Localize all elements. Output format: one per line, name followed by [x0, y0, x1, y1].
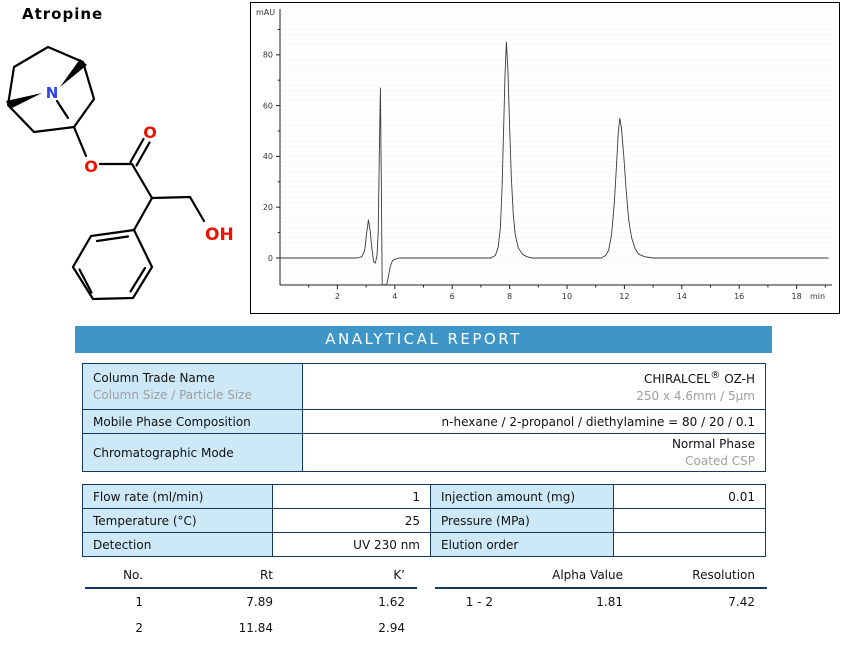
column-trade-name-value: CHIRALCEL® OZ-H 250 x 4.6mm / 5µm [303, 364, 766, 410]
table-row: 2 11.84 2.94 [135, 621, 405, 635]
phenyl-double-1 [97, 237, 128, 242]
nitrogen-label: N [45, 84, 59, 102]
ch2oh-bond [152, 197, 204, 221]
table-row [83, 434, 766, 472]
results-peaks-table [85, 566, 417, 641]
results-separation-table [435, 566, 767, 615]
parameters-table [82, 484, 766, 557]
chromatogram-panel [250, 2, 840, 314]
chromatographic-mode-label: Chromatographic Mode [83, 434, 303, 472]
table-row [83, 364, 766, 410]
kprime-header: K’ [285, 566, 417, 588]
table-header-row [85, 566, 417, 588]
c-ch-bond [132, 164, 152, 198]
table-row: 1 7.89 1.62 [135, 595, 405, 609]
svg-text:12: 12 [619, 292, 630, 301]
detection-value: UV 230 nm [273, 533, 431, 557]
table-header-row [435, 566, 767, 588]
molecule-title: Atropine [22, 5, 104, 23]
detection-label: Detection [83, 533, 273, 557]
svg-text:60: 60 [262, 101, 273, 111]
chromatogram-plot [251, 3, 837, 311]
column-info-table [82, 363, 766, 472]
report-banner [75, 326, 772, 353]
svg-text:min: min [810, 292, 826, 301]
pressure-value [614, 509, 766, 533]
banner-title: ANALYTICAL REPORT [325, 330, 522, 348]
temperature-label: Temperature (°C) [83, 509, 273, 533]
injection-amount-value: 0.01 [614, 485, 766, 509]
rt-header: Rt [155, 566, 285, 588]
svg-text:6: 6 [449, 292, 455, 301]
table-row [83, 509, 766, 533]
pair-header [435, 566, 505, 588]
elution-order-value [614, 533, 766, 557]
table-row: 1 - 2 1.81 7.42 [465, 595, 755, 609]
svg-text:18: 18 [791, 292, 802, 301]
carbonyl-oxygen-label: O [143, 123, 157, 142]
hydroxyl-label: OH [205, 225, 234, 245]
mobile-phase-label: Mobile Phase Composition [83, 410, 303, 434]
phenyl-ring [73, 230, 152, 299]
chromatographic-mode-value: Normal Phase Coated CSP [303, 434, 766, 472]
svg-text:10: 10 [561, 292, 573, 301]
alpha-header: Alpha Value [505, 566, 635, 588]
ch-phenyl-bond [134, 198, 152, 230]
resolution-header: Resolution [635, 566, 767, 588]
column-trade-name-label: Column Trade Name Column Size / Particle Size [83, 364, 303, 410]
temperature-value: 25 [273, 509, 431, 533]
wedge-bond-left [6, 93, 42, 109]
wedge-bond-right [60, 59, 87, 87]
svg-text:40: 40 [262, 152, 273, 162]
n-methyl-bond [57, 101, 68, 118]
table-row [83, 533, 766, 557]
flow-rate-label: Flow rate (ml/min) [83, 485, 273, 509]
phenyl-double-2 [131, 268, 146, 292]
svg-text:mAU: mAU [256, 8, 276, 17]
elution-order-label: Elution order [431, 533, 614, 557]
svg-text:16: 16 [734, 292, 745, 301]
no-header: No. [85, 566, 155, 588]
svg-text:80: 80 [262, 50, 273, 60]
flow-rate-value: 1 [273, 485, 431, 509]
c3-o-bond [74, 127, 86, 156]
svg-text:4: 4 [392, 292, 398, 301]
molecule-structure [2, 0, 247, 320]
svg-text:2: 2 [334, 292, 340, 301]
table-row [83, 410, 766, 434]
table-row [83, 485, 766, 509]
injection-amount-label: Injection amount (mg) [431, 485, 614, 509]
ester-oxygen-label: O [84, 157, 98, 176]
svg-text:14: 14 [676, 292, 687, 301]
svg-text:20: 20 [262, 203, 273, 212]
svg-text:0: 0 [267, 253, 273, 263]
mobile-phase-value: n-hexane / 2-propanol / diethylamine = 80 / 20 / 0.1 [303, 410, 766, 434]
pressure-label: Pressure (MPa) [431, 509, 614, 533]
svg-text:8: 8 [507, 292, 513, 301]
